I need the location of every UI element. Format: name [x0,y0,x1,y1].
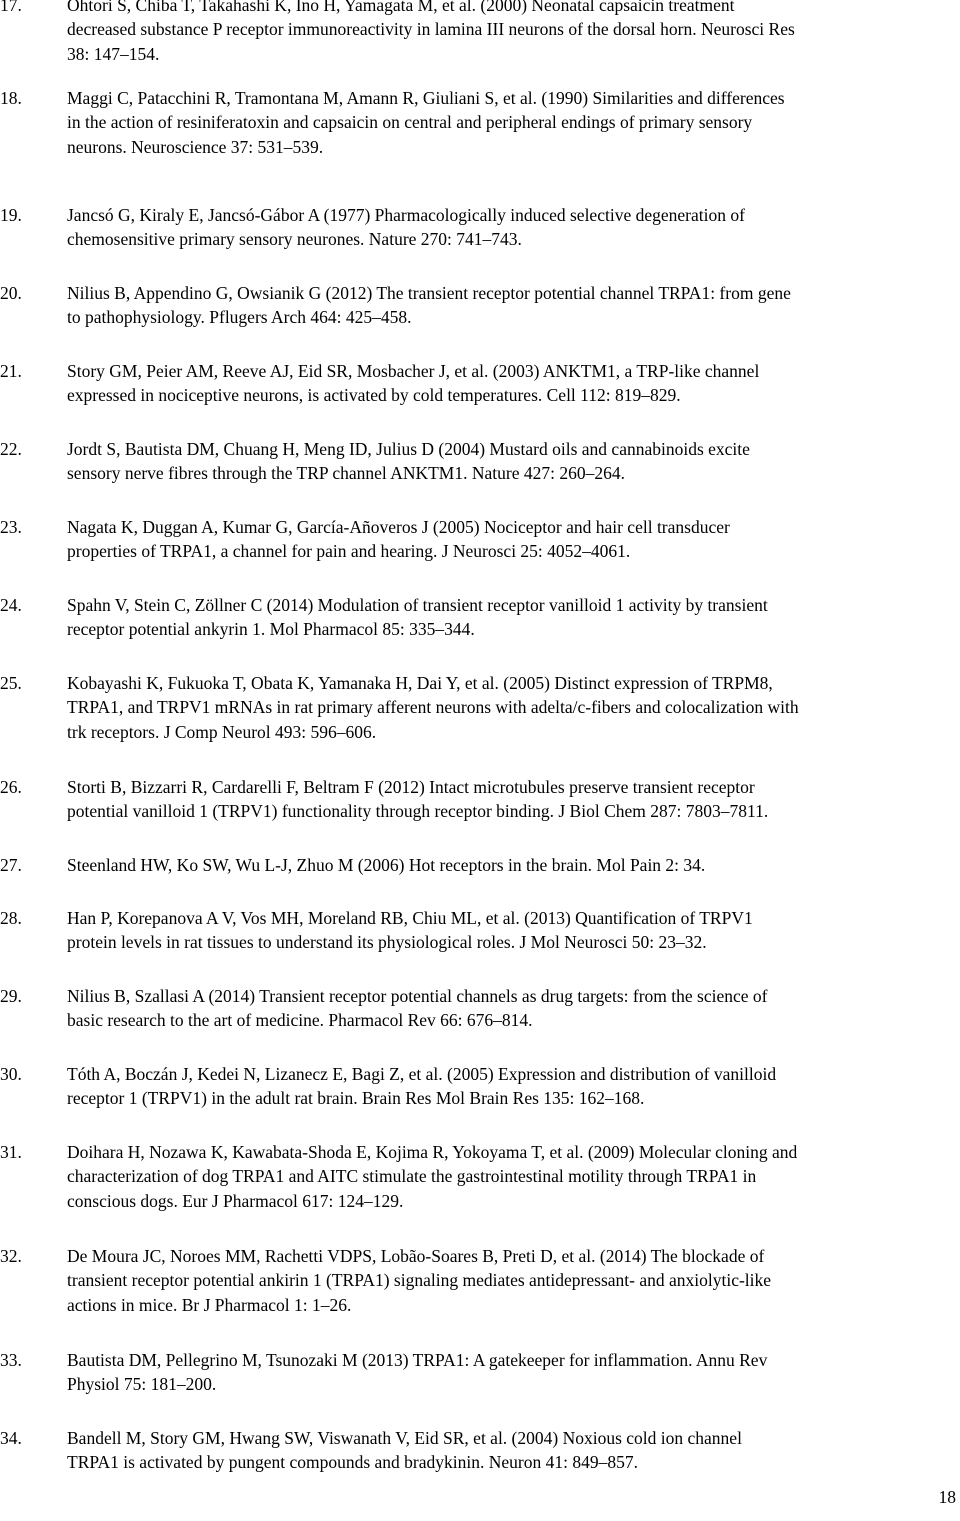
reference-number: 24. [0,595,22,615]
reference-line: Bandell M, Story GM, Hwang SW, Viswanath V, Eid SR, et al. (2004) Noxious cold ion channel [67,1428,742,1448]
reference-text [67,1140,957,1213]
reference-number: 25. [0,673,22,693]
reference-line: De Moura JC, Noroes MM, Rachetti VDPS, Lobão-Soares B, Preti D, et al. (2014) The blockade of [67,1246,765,1266]
reference-text [67,0,957,66]
reference-line: in the action of resiniferatoxin and capsaicin on central and peripheral endings of primary sensory [67,112,753,133]
reference-text [67,984,957,1033]
reference-line: chemosensitive primary sensory neurones. Nature 270: 741–743. [67,229,522,250]
reference-line: decreased substance P receptor immunoreactivity in lamina III neurons of the dorsal horn. Neurosci Res [67,19,795,40]
reference-line: characterization of dog TRPA1 and AITC stimulate the gastrointestinal motility through TRPA1 in [67,1166,757,1187]
reference-number: 23. [0,517,22,537]
reference-number: 18. [0,88,22,108]
reference-line: Tóth A, Boczán J, Kedei N, Lizanecz E, Bagi Z, et al. (2005) Expression and distribution of vanilloid [67,1064,777,1084]
reference-text [67,359,957,408]
reference-number: 27. [0,855,22,875]
reference-text [67,203,957,252]
reference-line: Nagata K, Duggan A, Kumar G, García-Añoveros J (2005) Nociceptor and hair cell transducer [67,517,730,537]
reference-line: TRPA1, and TRPV1 mRNAs in rat primary afferent neurons with adelta/c-fibers and colocalization with [67,697,799,718]
reference-line: Bautista DM, Pellegrino M, Tsunozaki M (2013) TRPA1: A gatekeeper for inflammation. Annu Rev [67,1350,768,1370]
reference-line: properties of TRPA1, a channel for pain and hearing. J Neurosci 25: 4052–4061. [67,541,631,562]
reference-line: Spahn V, Stein C, Zöllner C (2014) Modulation of transient receptor vanilloid 1 activity by transient [67,595,768,615]
reference-number: 34. [0,1428,22,1448]
reference-line: TRPA1 is activated by pungent compounds and bradykinin. Neuron 41: 849–857. [67,1452,638,1473]
reference-text [67,1244,957,1317]
reference-line: receptor potential ankyrin 1. Mol Pharmacol 85: 335–344. [67,619,475,640]
reference-line: receptor 1 (TRPV1) in the adult rat brain. Brain Res Mol Brain Res 135: 162–168. [67,1088,645,1109]
reference-line: protein levels in rat tissues to understand its physiological roles. J Mol Neurosci 50: 23–32. [67,932,707,953]
reference-line: Steenland HW, Ko SW, Wu L-J, Zhuo M (2006) Hot receptors in the brain. Mol Pain 2: 34. [67,855,706,875]
reference-line: basic research to the art of medicine. Pharmacol Rev 66: 676–814. [67,1010,533,1031]
reference-number: 29. [0,986,22,1006]
reference-line: Han P, Korepanova A V, Vos MH, Moreland RB, Chiu ML, et al. (2013) Quantification of TRPV1 [67,908,753,928]
reference-line: Jordt S, Bautista DM, Chuang H, Meng ID, Julius D (2004) Mustard oils and cannabinoids excite [67,439,750,459]
reference-line: Story GM, Peier AM, Reeve AJ, Eid SR, Mosbacher J, et al. (2003) ANKTM1, a TRP-like channel [67,361,760,381]
reference-line: potential vanilloid 1 (TRPV1) functionality through receptor binding. J Biol Chem 287: 7803–7811. [67,801,769,822]
reference-line: neurons. Neuroscience 37: 531–539. [67,136,324,157]
reference-line: actions in mice. Br J Pharmacol 1: 1–26. [67,1294,352,1315]
reference-number: 30. [0,1064,22,1084]
reference-line: 38: 147–154. [67,43,160,64]
reference-text [67,593,957,642]
reference-line: transient receptor potential ankirin 1 (TRPA1) signaling mediates antidepressant- and anxiolytic-like [67,1270,772,1291]
reference-line: sensory nerve fibres through the TRP channel ANKTM1. Nature 427: 260–264. [67,463,625,484]
reference-number: 21. [0,361,22,381]
reference-text [67,281,957,330]
reference-text [67,671,957,744]
reference-text [67,1426,957,1475]
reference-number: 17. [0,0,22,15]
reference-line: Nilius B, Szallasi A (2014) Transient receptor potential channels as drug targets: from the science of [67,986,768,1006]
reference-line: Kobayashi K, Fukuoka T, Obata K, Yamanaka H, Dai Y, et al. (2005) Distinct expression of TRPM8, [67,673,773,693]
reference-number: 22. [0,439,22,459]
reference-line: Jancsó G, Kiraly E, Jancsó-Gábor A (1977) Pharmacologically induced selective degeneration of [67,205,745,225]
reference-line: expressed in nociceptive neurons, is activated by cold temperatures. Cell 112: 819–829. [67,385,681,406]
reference-line: Maggi C, Patacchini R, Tramontana M, Amann R, Giuliani S, et al. (1990) Similarities and differences [67,88,785,108]
reference-line: Ohtori S, Chiba T, Takahashi K, Ino H, Yamagata M, et al. (2000) Neonatal capsaicin treatment [67,0,735,15]
reference-number: 19. [0,205,22,225]
reference-text [67,1348,957,1397]
reference-line: to pathophysiology. Pflugers Arch 464: 425–458. [67,307,412,328]
reference-text [67,1062,957,1111]
reference-text [67,437,957,486]
reference-text [67,86,957,159]
reference-text [67,515,957,564]
reference-line: Doihara H, Nozawa K, Kawabata-Shoda E, Kojima R, Yokoyama T, et al. (2009) Molecular cloning and [67,1142,798,1162]
reference-number: 33. [0,1350,22,1370]
reference-number: 32. [0,1246,22,1266]
reference-line: trk receptors. J Comp Neurol 493: 596–606. [67,721,377,742]
reference-number: 20. [0,283,22,303]
reference-line: Storti B, Bizzarri R, Cardarelli F, Beltram F (2012) Intact microtubules preserve transient receptor [67,777,755,797]
reference-number: 28. [0,908,22,928]
reference-line: Nilius B, Appendino G, Owsianik G (2012) The transient receptor potential channel TRPA1: from gene [67,283,791,303]
reference-text [67,775,957,824]
reference-number: 26. [0,777,22,797]
reference-text [67,906,957,955]
reference-number: 31. [0,1142,22,1162]
reference-line: conscious dogs. Eur J Pharmacol 617: 124–129. [67,1190,404,1211]
reference-line: Physiol 75: 181–200. [67,1374,217,1395]
reference-text [67,853,957,877]
page-number: 18 [938,1487,956,1507]
